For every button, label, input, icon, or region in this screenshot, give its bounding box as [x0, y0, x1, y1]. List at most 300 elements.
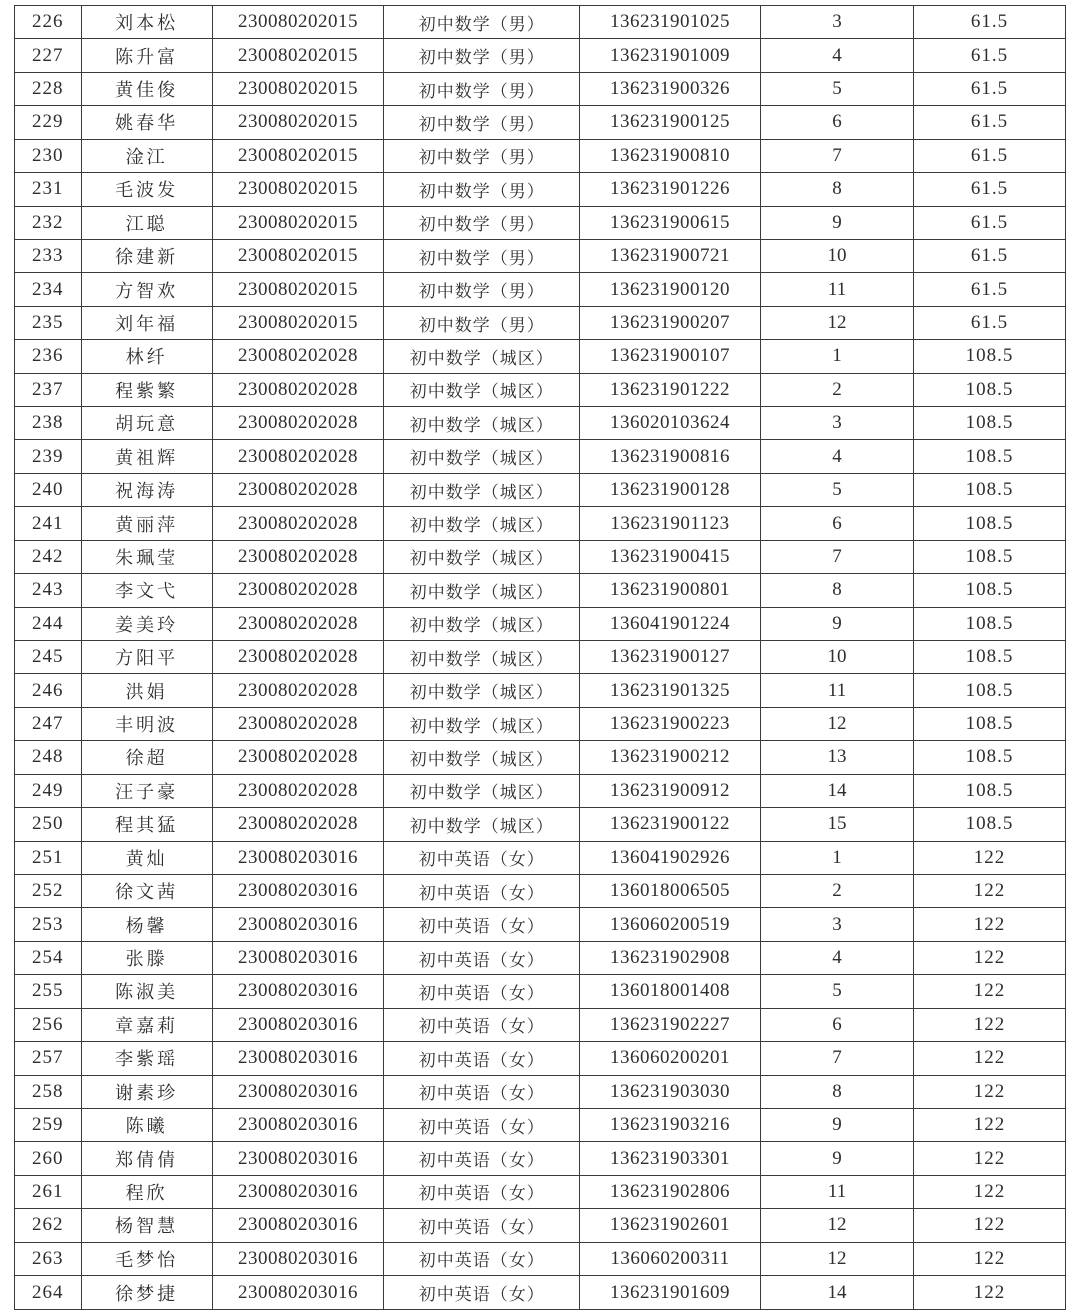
cell-row-number: 260: [15, 1142, 82, 1175]
cell-ticket-number: 136231901325: [580, 674, 761, 707]
table-row: [15, 1276, 1066, 1310]
cell-position: 初中英语（女）: [384, 874, 580, 907]
cell-ticket-number: 136231900122: [580, 808, 761, 841]
cell-name: 杨馨: [81, 908, 212, 941]
cell-rank: 9: [761, 1108, 914, 1141]
cell-position: 初中英语（女）: [384, 1008, 580, 1041]
cell-row-number: 236: [15, 340, 82, 373]
cell-name: 李紫瑶: [81, 1042, 212, 1075]
cell-position: 初中数学（城区）: [384, 774, 580, 807]
cell-rank: 12: [761, 1242, 914, 1275]
cell-ticket-number: 136231900128: [580, 473, 761, 506]
cell-position: 初中数学（男）: [384, 139, 580, 172]
cell-name: 祝海涛: [81, 473, 212, 506]
cell-name: 洪娟: [81, 674, 212, 707]
cell-name: 黄祖辉: [81, 440, 212, 473]
table-row: [15, 1075, 1066, 1108]
table-row: [15, 941, 1066, 974]
cell-row-number: 230: [15, 139, 82, 172]
cell-exam-code: 230080202015: [212, 6, 384, 39]
cell-exam-code: 230080202028: [212, 607, 384, 640]
cell-exam-code: 230080203016: [212, 1008, 384, 1041]
cell-ticket-number: 136231902227: [580, 1008, 761, 1041]
cell-score: 122: [914, 1242, 1066, 1275]
cell-name: 林纤: [81, 340, 212, 373]
cell-ticket-number: 136041902926: [580, 841, 761, 874]
table-row: [15, 774, 1066, 807]
cell-rank: 12: [761, 707, 914, 740]
cell-rank: 1: [761, 340, 914, 373]
cell-position: 初中数学（城区）: [384, 373, 580, 406]
cell-ticket-number: 136041901224: [580, 607, 761, 640]
table-row: [15, 908, 1066, 941]
cell-exam-code: 230080202028: [212, 707, 384, 740]
cell-name: 汪子豪: [81, 774, 212, 807]
cell-exam-code: 230080202028: [212, 473, 384, 506]
cell-position: 初中英语（女）: [384, 941, 580, 974]
cell-row-number: 245: [15, 641, 82, 674]
cell-name: 朱珮莹: [81, 540, 212, 573]
cell-score: 61.5: [914, 39, 1066, 72]
cell-exam-code: 230080203016: [212, 1042, 384, 1075]
cell-ticket-number: 136020103624: [580, 407, 761, 440]
cell-ticket-number: 136231903301: [580, 1142, 761, 1175]
table-row: [15, 975, 1066, 1008]
cell-exam-code: 230080203016: [212, 975, 384, 1008]
cell-row-number: 233: [15, 239, 82, 272]
cell-row-number: 238: [15, 407, 82, 440]
table-row: [15, 507, 1066, 540]
cell-row-number: 259: [15, 1108, 82, 1141]
cell-score: 61.5: [914, 306, 1066, 339]
cell-row-number: 258: [15, 1075, 82, 1108]
cell-row-number: 263: [15, 1242, 82, 1275]
cell-score: 122: [914, 1175, 1066, 1208]
cell-exam-code: 230080202028: [212, 674, 384, 707]
cell-exam-code: 230080202028: [212, 808, 384, 841]
table-row: [15, 173, 1066, 206]
cell-rank: 11: [761, 674, 914, 707]
cell-ticket-number: 136231900127: [580, 641, 761, 674]
cell-ticket-number: 136231900615: [580, 206, 761, 239]
cell-exam-code: 230080202015: [212, 139, 384, 172]
cell-rank: 4: [761, 440, 914, 473]
score-table: [14, 5, 1066, 1310]
cell-exam-code: 230080202015: [212, 273, 384, 306]
cell-score: 108.5: [914, 340, 1066, 373]
cell-rank: 10: [761, 641, 914, 674]
cell-row-number: 256: [15, 1008, 82, 1041]
cell-ticket-number: 136060200311: [580, 1242, 761, 1275]
cell-exam-code: 230080202028: [212, 373, 384, 406]
cell-position: 初中数学（城区）: [384, 641, 580, 674]
table-row: [15, 373, 1066, 406]
cell-rank: 3: [761, 407, 914, 440]
cell-row-number: 234: [15, 273, 82, 306]
cell-row-number: 241: [15, 507, 82, 540]
cell-rank: 5: [761, 473, 914, 506]
cell-position: 初中数学（城区）: [384, 574, 580, 607]
cell-ticket-number: 136060200519: [580, 908, 761, 941]
cell-score: 61.5: [914, 72, 1066, 105]
table-row: [15, 306, 1066, 339]
cell-position: 初中英语（女）: [384, 1108, 580, 1141]
table-row: [15, 540, 1066, 573]
cell-position: 初中数学（男）: [384, 39, 580, 72]
cell-position: 初中数学（男）: [384, 239, 580, 272]
cell-name: 程紫繁: [81, 373, 212, 406]
cell-exam-code: 230080202015: [212, 106, 384, 139]
cell-name: 胡玩意: [81, 407, 212, 440]
cell-ticket-number: 136231903030: [580, 1075, 761, 1108]
cell-position: 初中数学（城区）: [384, 741, 580, 774]
cell-position: 初中数学（城区）: [384, 473, 580, 506]
cell-name: 姚春华: [81, 106, 212, 139]
cell-score: 108.5: [914, 707, 1066, 740]
table-row: [15, 1242, 1066, 1275]
cell-position: 初中英语（女）: [384, 1175, 580, 1208]
cell-rank: 2: [761, 874, 914, 907]
cell-score: 61.5: [914, 139, 1066, 172]
table-row: [15, 72, 1066, 105]
cell-row-number: 244: [15, 607, 82, 640]
cell-name: 毛梦怡: [81, 1242, 212, 1275]
cell-ticket-number: 136231901609: [580, 1276, 761, 1310]
cell-position: 初中英语（女）: [384, 1276, 580, 1310]
cell-name: 陈淑美: [81, 975, 212, 1008]
table-row: [15, 808, 1066, 841]
cell-position: 初中数学（男）: [384, 173, 580, 206]
cell-score: 108.5: [914, 540, 1066, 573]
cell-exam-code: 230080202015: [212, 173, 384, 206]
cell-score: 108.5: [914, 808, 1066, 841]
cell-position: 初中英语（女）: [384, 1242, 580, 1275]
cell-rank: 2: [761, 373, 914, 406]
cell-name: 淦江: [81, 139, 212, 172]
cell-row-number: 227: [15, 39, 82, 72]
table-row: [15, 139, 1066, 172]
cell-row-number: 239: [15, 440, 82, 473]
cell-position: 初中数学（城区）: [384, 407, 580, 440]
cell-position: 初中数学（男）: [384, 306, 580, 339]
cell-position: 初中数学（男）: [384, 72, 580, 105]
cell-ticket-number: 136231900223: [580, 707, 761, 740]
cell-ticket-number: 136231900912: [580, 774, 761, 807]
cell-name: 章嘉莉: [81, 1008, 212, 1041]
cell-position: 初中英语（女）: [384, 1075, 580, 1108]
cell-ticket-number: 136231901009: [580, 39, 761, 72]
cell-position: 初中数学（男）: [384, 106, 580, 139]
table-row: [15, 39, 1066, 72]
cell-name: 陈升富: [81, 39, 212, 72]
cell-ticket-number: 136231900801: [580, 574, 761, 607]
cell-rank: 3: [761, 6, 914, 39]
table-row: [15, 841, 1066, 874]
cell-name: 李文弋: [81, 574, 212, 607]
cell-rank: 6: [761, 507, 914, 540]
cell-name: 徐梦捷: [81, 1276, 212, 1310]
cell-score: 108.5: [914, 574, 1066, 607]
cell-row-number: 248: [15, 741, 82, 774]
cell-score: 61.5: [914, 239, 1066, 272]
cell-ticket-number: 136231901025: [580, 6, 761, 39]
cell-name: 黄灿: [81, 841, 212, 874]
cell-exam-code: 230080202015: [212, 72, 384, 105]
cell-rank: 14: [761, 1276, 914, 1310]
cell-exam-code: 230080202028: [212, 774, 384, 807]
cell-score: 108.5: [914, 473, 1066, 506]
cell-exam-code: 230080203016: [212, 1276, 384, 1310]
cell-position: 初中数学（城区）: [384, 707, 580, 740]
cell-name: 毛波发: [81, 173, 212, 206]
cell-exam-code: 230080203016: [212, 1142, 384, 1175]
cell-score: 122: [914, 975, 1066, 1008]
cell-row-number: 232: [15, 206, 82, 239]
table-row: [15, 473, 1066, 506]
cell-rank: 7: [761, 540, 914, 573]
cell-row-number: 264: [15, 1276, 82, 1310]
cell-name: 程欣: [81, 1175, 212, 1208]
cell-ticket-number: 136231902806: [580, 1175, 761, 1208]
cell-row-number: 257: [15, 1042, 82, 1075]
cell-row-number: 237: [15, 373, 82, 406]
table-row: [15, 741, 1066, 774]
cell-exam-code: 230080202028: [212, 574, 384, 607]
cell-rank: 9: [761, 1142, 914, 1175]
cell-score: 122: [914, 941, 1066, 974]
table-row: [15, 607, 1066, 640]
table-row: [15, 1008, 1066, 1041]
cell-rank: 14: [761, 774, 914, 807]
cell-score: 108.5: [914, 373, 1066, 406]
cell-score: 122: [914, 1075, 1066, 1108]
cell-score: 122: [914, 874, 1066, 907]
cell-score: 61.5: [914, 106, 1066, 139]
cell-position: 初中数学（城区）: [384, 340, 580, 373]
table-row: [15, 6, 1066, 39]
cell-rank: 1: [761, 841, 914, 874]
cell-score: 108.5: [914, 774, 1066, 807]
cell-rank: 11: [761, 1175, 914, 1208]
cell-row-number: 249: [15, 774, 82, 807]
cell-rank: 13: [761, 741, 914, 774]
cell-position: 初中数学（男）: [384, 206, 580, 239]
cell-rank: 5: [761, 975, 914, 1008]
cell-ticket-number: 136231900120: [580, 273, 761, 306]
cell-exam-code: 230080202028: [212, 407, 384, 440]
cell-row-number: 229: [15, 106, 82, 139]
cell-ticket-number: 136231900721: [580, 239, 761, 272]
table-row: [15, 641, 1066, 674]
cell-row-number: 251: [15, 841, 82, 874]
cell-position: 初中数学（城区）: [384, 808, 580, 841]
cell-exam-code: 230080203016: [212, 841, 384, 874]
cell-ticket-number: 136231900415: [580, 540, 761, 573]
cell-row-number: 262: [15, 1209, 82, 1242]
cell-score: 61.5: [914, 6, 1066, 39]
cell-name: 姜美玲: [81, 607, 212, 640]
cell-position: 初中英语（女）: [384, 1042, 580, 1075]
cell-exam-code: 230080202028: [212, 340, 384, 373]
table-row: [15, 340, 1066, 373]
cell-name: 丰明波: [81, 707, 212, 740]
cell-exam-code: 230080202028: [212, 440, 384, 473]
cell-ticket-number: 136231900107: [580, 340, 761, 373]
cell-rank: 9: [761, 206, 914, 239]
cell-name: 张滕: [81, 941, 212, 974]
cell-name: 刘年福: [81, 306, 212, 339]
cell-ticket-number: 136231901222: [580, 373, 761, 406]
cell-score: 122: [914, 1042, 1066, 1075]
cell-rank: 5: [761, 72, 914, 105]
cell-score: 61.5: [914, 273, 1066, 306]
cell-position: 初中英语（女）: [384, 1142, 580, 1175]
cell-row-number: 261: [15, 1175, 82, 1208]
cell-rank: 11: [761, 273, 914, 306]
table-row: [15, 674, 1066, 707]
cell-exam-code: 230080203016: [212, 941, 384, 974]
cell-score: 122: [914, 1008, 1066, 1041]
cell-exam-code: 230080202028: [212, 641, 384, 674]
table-row: [15, 106, 1066, 139]
table-row: [15, 1142, 1066, 1175]
cell-name: 谢素珍: [81, 1075, 212, 1108]
cell-rank: 8: [761, 173, 914, 206]
cell-position: 初中数学（城区）: [384, 674, 580, 707]
cell-exam-code: 230080202028: [212, 507, 384, 540]
table-row: [15, 273, 1066, 306]
cell-name: 徐文茜: [81, 874, 212, 907]
table-row: [15, 407, 1066, 440]
cell-score: 108.5: [914, 741, 1066, 774]
cell-rank: 4: [761, 941, 914, 974]
cell-rank: 7: [761, 1042, 914, 1075]
table-row: [15, 239, 1066, 272]
cell-rank: 10: [761, 239, 914, 272]
cell-exam-code: 230080202028: [212, 540, 384, 573]
cell-name: 方智欢: [81, 273, 212, 306]
cell-row-number: 253: [15, 908, 82, 941]
table-row: [15, 1108, 1066, 1141]
cell-score: 122: [914, 908, 1066, 941]
cell-name: 郑倩倩: [81, 1142, 212, 1175]
cell-name: 程其猛: [81, 808, 212, 841]
cell-rank: 3: [761, 908, 914, 941]
cell-exam-code: 230080203016: [212, 1075, 384, 1108]
cell-position: 初中数学（城区）: [384, 507, 580, 540]
cell-rank: 8: [761, 1075, 914, 1108]
cell-row-number: 231: [15, 173, 82, 206]
cell-score: 108.5: [914, 407, 1066, 440]
cell-score: 108.5: [914, 641, 1066, 674]
cell-score: 108.5: [914, 507, 1066, 540]
cell-rank: 4: [761, 39, 914, 72]
table-row: [15, 206, 1066, 239]
cell-score: 61.5: [914, 206, 1066, 239]
cell-rank: 8: [761, 574, 914, 607]
cell-ticket-number: 136231902908: [580, 941, 761, 974]
cell-exam-code: 230080203016: [212, 908, 384, 941]
cell-ticket-number: 136231900207: [580, 306, 761, 339]
table-row: [15, 1209, 1066, 1242]
cell-exam-code: 230080202015: [212, 39, 384, 72]
cell-row-number: 235: [15, 306, 82, 339]
cell-row-number: 247: [15, 707, 82, 740]
cell-score: 122: [914, 841, 1066, 874]
table-row: [15, 874, 1066, 907]
cell-exam-code: 230080203016: [212, 1175, 384, 1208]
table-row: [15, 1175, 1066, 1208]
cell-row-number: 240: [15, 473, 82, 506]
cell-position: 初中英语（女）: [384, 975, 580, 1008]
cell-position: 初中数学（男）: [384, 6, 580, 39]
cell-rank: 12: [761, 1209, 914, 1242]
cell-name: 方阳平: [81, 641, 212, 674]
cell-exam-code: 230080203016: [212, 874, 384, 907]
cell-rank: 15: [761, 808, 914, 841]
cell-position: 初中英语（女）: [384, 908, 580, 941]
cell-name: 黄丽萍: [81, 507, 212, 540]
cell-exam-code: 230080202015: [212, 306, 384, 339]
cell-ticket-number: 136231900810: [580, 139, 761, 172]
cell-row-number: 250: [15, 808, 82, 841]
cell-ticket-number: 136060200201: [580, 1042, 761, 1075]
cell-rank: 9: [761, 607, 914, 640]
cell-exam-code: 230080203016: [212, 1108, 384, 1141]
cell-position: 初中数学（城区）: [384, 440, 580, 473]
cell-position: 初中英语（女）: [384, 841, 580, 874]
table-row: [15, 440, 1066, 473]
cell-exam-code: 230080203016: [212, 1242, 384, 1275]
cell-ticket-number: 136231900326: [580, 72, 761, 105]
cell-exam-code: 230080202015: [212, 206, 384, 239]
cell-row-number: 226: [15, 6, 82, 39]
cell-score: 122: [914, 1108, 1066, 1141]
cell-ticket-number: 136231903216: [580, 1108, 761, 1141]
cell-position: 初中数学（城区）: [384, 540, 580, 573]
cell-score: 61.5: [914, 173, 1066, 206]
cell-name: 徐建新: [81, 239, 212, 272]
cell-ticket-number: 136018006505: [580, 874, 761, 907]
cell-score: 108.5: [914, 440, 1066, 473]
cell-rank: 6: [761, 106, 914, 139]
cell-exam-code: 230080203016: [212, 1209, 384, 1242]
cell-score: 122: [914, 1276, 1066, 1310]
table-row: [15, 1042, 1066, 1075]
cell-position: 初中数学（城区）: [384, 607, 580, 640]
cell-score: 122: [914, 1142, 1066, 1175]
cell-name: 刘本松: [81, 6, 212, 39]
cell-rank: 7: [761, 139, 914, 172]
cell-row-number: 246: [15, 674, 82, 707]
table-row: [15, 707, 1066, 740]
cell-ticket-number: 136018001408: [580, 975, 761, 1008]
cell-row-number: 255: [15, 975, 82, 1008]
cell-ticket-number: 136231900125: [580, 106, 761, 139]
cell-exam-code: 230080202028: [212, 741, 384, 774]
cell-ticket-number: 136231900212: [580, 741, 761, 774]
cell-ticket-number: 136231902601: [580, 1209, 761, 1242]
cell-position: 初中英语（女）: [384, 1209, 580, 1242]
cell-name: 陈曦: [81, 1108, 212, 1141]
cell-score: 108.5: [914, 674, 1066, 707]
cell-name: 徐超: [81, 741, 212, 774]
cell-row-number: 228: [15, 72, 82, 105]
table-row: [15, 574, 1066, 607]
cell-exam-code: 230080202015: [212, 239, 384, 272]
cell-row-number: 243: [15, 574, 82, 607]
cell-row-number: 242: [15, 540, 82, 573]
